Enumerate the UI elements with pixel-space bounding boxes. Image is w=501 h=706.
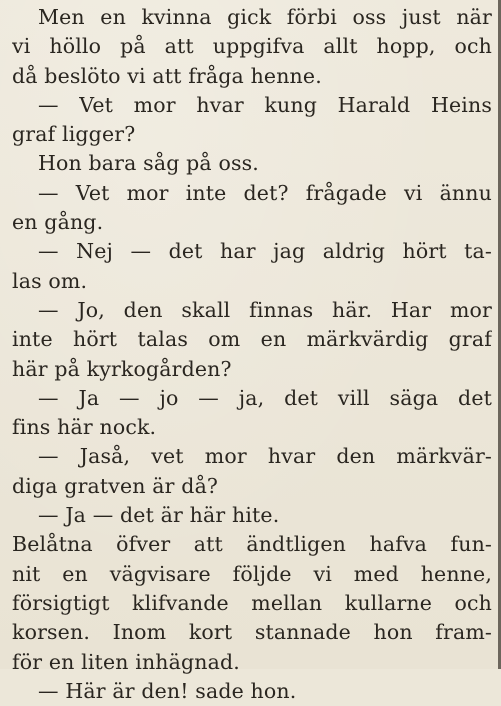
text-line: — Här är den! sade hon. bbox=[38, 678, 297, 703]
text-line: las om. bbox=[12, 268, 88, 293]
text-line: för en liten inhägnad. bbox=[12, 649, 240, 674]
text-line: Men en kvinna gick förbi oss just när bbox=[38, 5, 492, 29]
text-line: graf ligger? bbox=[12, 122, 136, 147]
text-line: — Ja — det är här hite. bbox=[38, 503, 280, 528]
text-line: diga gratven är då? bbox=[12, 473, 219, 498]
text-line: nit en vägvisare följde vi med henne, bbox=[12, 561, 492, 586]
text-line: — Jaså, vet mor hvar den märkvär- bbox=[38, 444, 492, 469]
text-line: inte hört talas om en märkvärdig graf bbox=[12, 327, 492, 352]
text-line: fins här nock. bbox=[12, 415, 157, 440]
text-line: — Vet mor inte det? frågade vi ännu bbox=[38, 180, 492, 205]
text-line: — Nej — det har jag aldrig hört ta- bbox=[38, 239, 492, 264]
text-line: här på kyrkogården? bbox=[12, 356, 232, 381]
text-line: — Jo, den skall finnas här. Har mor bbox=[38, 297, 492, 322]
text-line: Hon bara såg på oss. bbox=[38, 151, 259, 176]
text-line: försigtigt klifvande mellan kullarne och bbox=[12, 590, 492, 615]
text-line: Belåtna öfver att ändtligen hafva fun- bbox=[12, 532, 492, 557]
text-line: vi höllo på att uppgifva allt hopp, och bbox=[12, 34, 492, 59]
text-line: då beslöto vi att fråga henne. bbox=[12, 63, 322, 88]
text-line: — Vet mor hvar kung Harald Heins bbox=[38, 92, 492, 117]
text-line: — Ja — jo — ja, det vill säga det bbox=[38, 385, 492, 410]
text-column bbox=[12, 3, 492, 706]
text-line: en gång. bbox=[12, 210, 104, 235]
text-line: korsen. Inom kort stannade hon fram- bbox=[12, 620, 492, 645]
